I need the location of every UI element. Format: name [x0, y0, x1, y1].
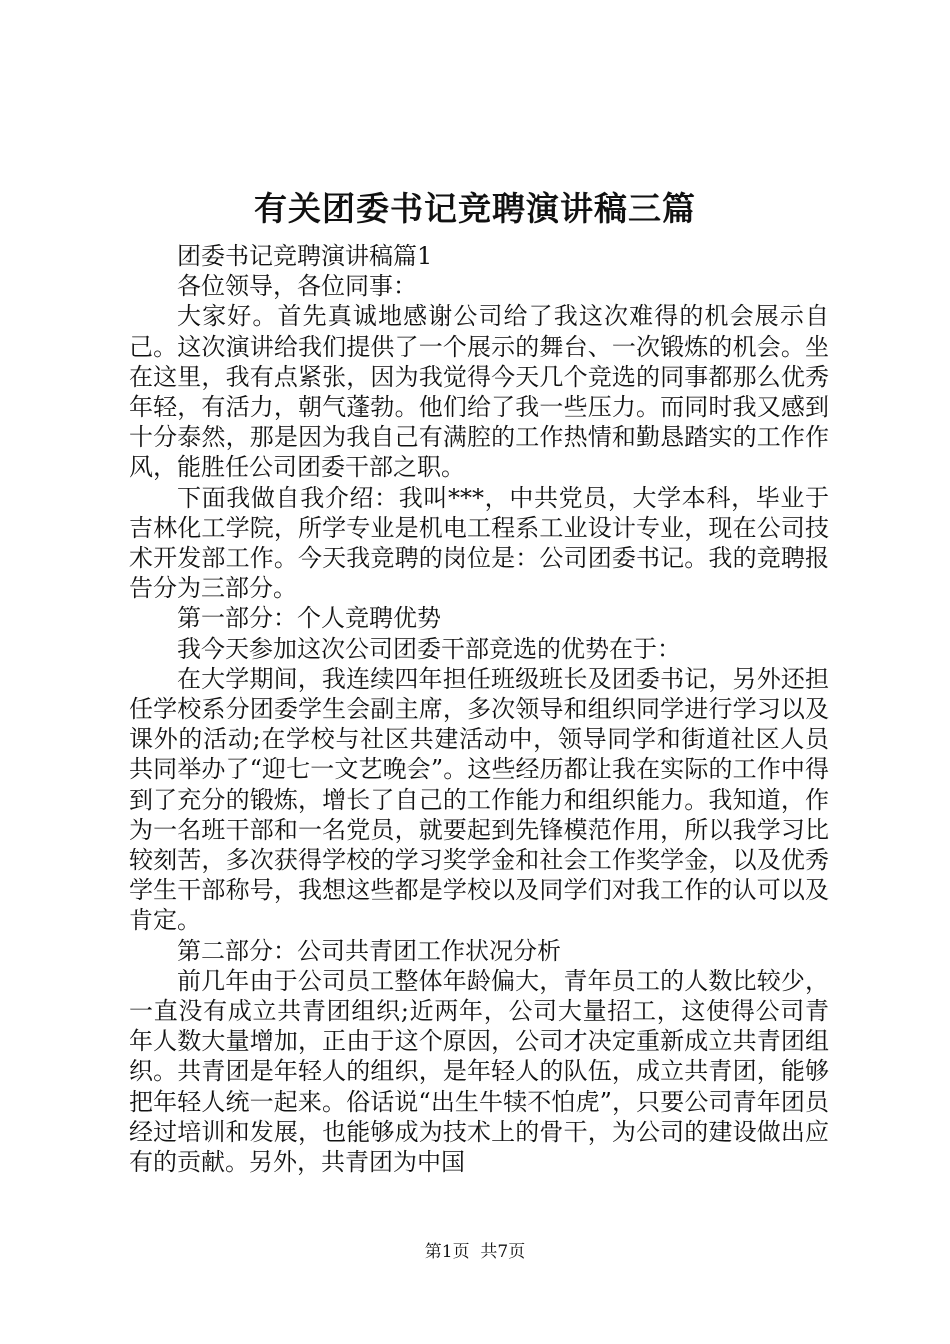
page-number: 第1页 [424, 1242, 470, 1262]
document-title: 有关团委书记竞聘演讲稿三篇 [254, 189, 696, 228]
section-heading: 第一部分：个人竞聘优势 [177, 604, 441, 633]
page-footer [0, 1240, 950, 1264]
page-total: 共7页 [480, 1242, 526, 1262]
paragraph: 大家好。首先真诚地感谢公司给了我这次难得的机会展示自己。这次演讲给我们提供了一个展示的舞台、一次锻炼的机会。坐在这里，我有点紧张，因为我觉得今天几个竞选的同事都那么优秀年轻，有活力，朝气蓬勃。他们给了我一些压力。而同时我又感到十分泰然，那是因为我自己有满腔的工作热情和勤恳踏实的工作作风，能胜任公司团委干部之职。 [129, 302, 829, 482]
section-heading: 团委书记竞聘演讲稿篇1 [177, 242, 433, 270]
paragraph: 下面我做自我介绍：我叫***，中共党员，大学本科，毕业于吉林化工学院，所学专业是机电工程系工业设计专业，现在公司技术开发部工作。今天我竞聘的岗位是：公司团委书记。我的竞聘报告分为三部分。 [129, 483, 829, 603]
salutation: 各位领导，各位同事： [177, 272, 417, 301]
paragraph: 在大学期间，我连续四年担任班级班长及团委书记，另外还担任学校系分团委学生会副主席，多次领导和组织同学进行学习以及课外的活动;在学校与社区共建活动中，领导同学和街道社区人员共同举办了“迎七一文艺晚会”。这些经历都让我在实际的工作中得到了充分的锻炼，增长了自己的工作能力和组织能力。我知道，作为一名班干部和一名党员，就要起到先锋模范作用，所以我学习比较刻苦，多次获得学校的学习奖学金和社会工作奖学金，以及优秀学生干部称号，我想这些都是学校以及同学们对我工作的认可以及肯定。 [129, 664, 829, 935]
section-heading: 第二部分：公司共青团工作状况分析 [177, 936, 561, 965]
document-body [129, 241, 829, 1177]
paragraph: 我今天参加这次公司团委干部竞选的优势在于： [177, 634, 681, 663]
paragraph: 前几年由于公司员工整体年龄偏大，青年员工的人数比较少，一直没有成立共青团组织;近两年，公司大量招工，这使得公司青年人数大量增加，正由于这个原因，公司才决定重新成立共青团组织。共青团是年轻人的组织，是年轻人的队伍，成立共青团，能够把年轻人统一起来。俗话说“出生牛犊不怕虎”，只要公司青年团员经过培训和发展，也能够成为技术上的骨干，为公司的建设做出应有的贡献。另外，共青团为中国 [129, 966, 829, 1177]
